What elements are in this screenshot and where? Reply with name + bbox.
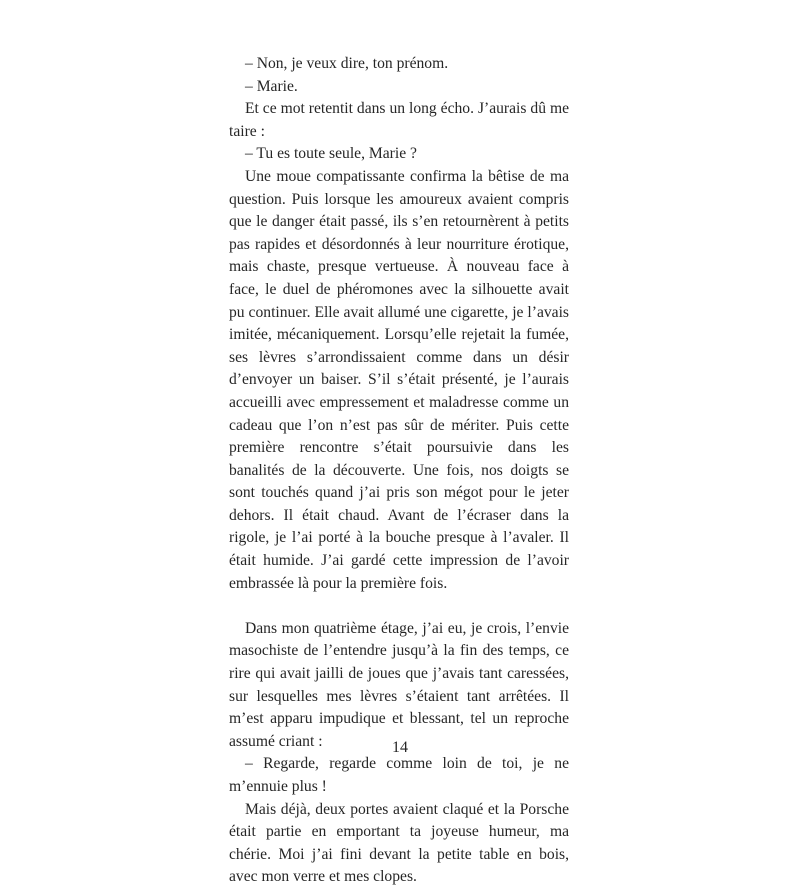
paragraph: Une moue compatissante confirma la bêtise de ma question. Puis lorsque les amoureux avaient compris que le danger était passé, ils s’en retournèrent à petits pas rapides et désordonnés à leur nourriture érotique, mais chaste, presque vertueuse. À nouveau face à face, le duel de phéromones avec la silhouette avait pu continuer. Elle avait allumé une cigarette, je l’avais imitée, mécaniquement. Lorsqu’elle rejetait la fumée, ses lèvres s’arrondissaient comme dans un désir d’envoyer un baiser. S’il s’était présenté, je l’aurais accueilli avec empressement et maladresse comme un cadeau que l’on n’est pas sûr de mériter. Puis cette première rencontre s’était poursuivie dans les banalités de la découverte. Une fois, nos doigts se sont touchés quand j’ai pris son mégot pour le jeter dehors. Il était chaud. Avant de l’écraser dans la rigole, je l’ai porté à la bouche presque à l’avaler. Il était humide. J’ai gardé cette impression de l’avoir embrassée là pour la première fois. [229, 167, 569, 592]
paragraph: – Marie. [245, 77, 298, 95]
paragraph: Et ce mot retentit dans un long écho. J’aurais dû me taire : [229, 100, 569, 140]
paragraph: – Regarde, regarde comme loin de toi, je ne m’ennuie plus ! [229, 755, 569, 795]
paragraph: Mais déjà, deux portes avaient claqué et la Porsche était partie en emportant ta joyeuse humeur, ma chérie. Moi j’ai fini devant la petite table en bois, avec mon verre et mes clopes. [229, 800, 569, 886]
paragraph: – Tu es toute seule, Marie ? [245, 145, 417, 163]
section-break [229, 595, 569, 618]
paragraph: – Non, je veux dire, ton prénom. [245, 55, 449, 72]
body-text [229, 53, 569, 889]
paragraph: Dans mon quatrième étage, j’ai eu, je crois, l’envie masochiste de l’entendre jusqu’à la fin des temps, ce rire qui avait jailli de joues que j’avais tant caressées, sur lesquelles mes lèvres s’étaient tant arrêtées. Il m’est apparu impudique et blessant, tel un reproche assumé criant : [229, 619, 569, 750]
page-number: 14 [392, 739, 408, 756]
